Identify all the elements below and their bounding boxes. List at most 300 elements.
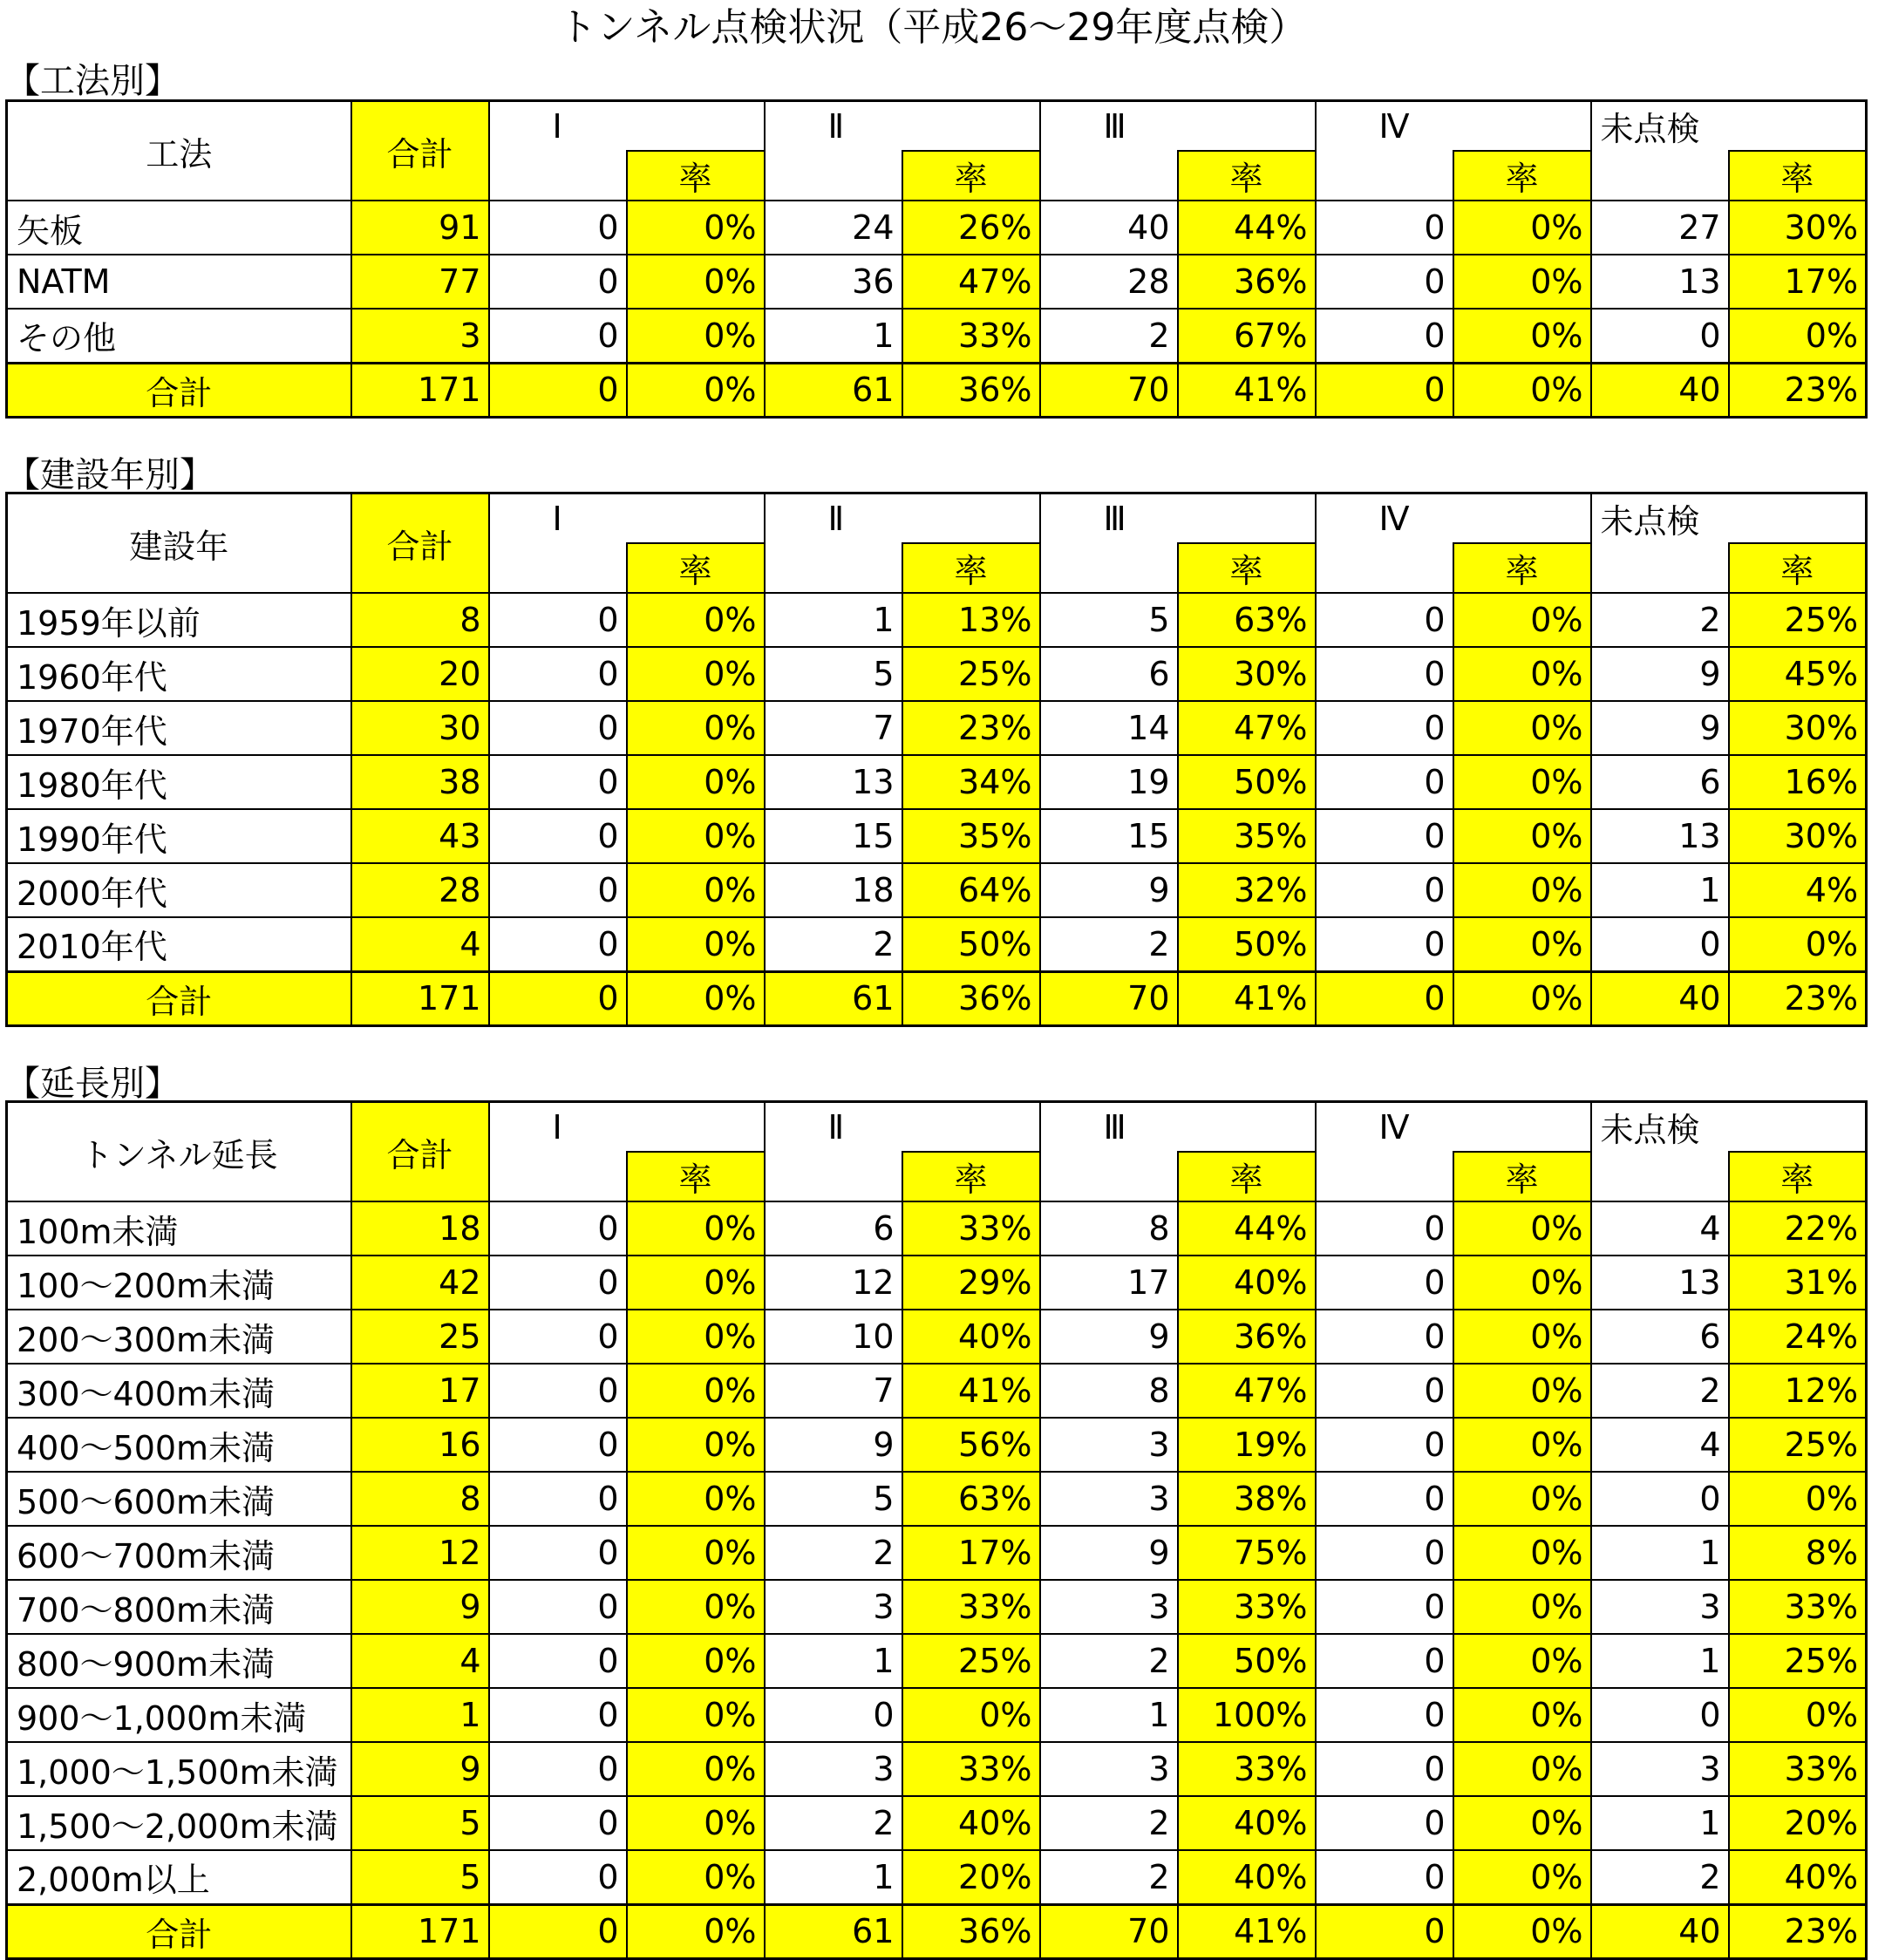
count-cell: 0 — [1316, 201, 1453, 255]
count-cell: 1 — [765, 1850, 902, 1904]
count-cell: 12 — [765, 1256, 902, 1310]
rate-header-cell: 率 — [627, 151, 765, 201]
group-header-cell: Ⅱ — [765, 1102, 1040, 1153]
rate-cell: 23% — [1729, 971, 1867, 1025]
rate-cell: 23% — [902, 701, 1040, 755]
count-cell: 0 — [1316, 1201, 1453, 1256]
count-cell: 0 — [489, 1850, 627, 1904]
rate-cell: 0% — [1453, 755, 1591, 809]
total-header-cell: 合計 — [351, 1102, 489, 1202]
rate-cell: 40% — [1729, 1850, 1867, 1904]
rate-cell: 0% — [1453, 1256, 1591, 1310]
rate-cell: 25% — [1729, 1418, 1867, 1472]
blank-header-cell — [765, 151, 902, 201]
rate-header-cell: 率 — [627, 1152, 765, 1201]
count-cell: 0 — [489, 701, 627, 755]
table-row — [7, 1418, 1867, 1472]
rate-cell: 0% — [1453, 647, 1591, 701]
count-cell: 0 — [489, 201, 627, 255]
rate-cell: 32% — [1178, 863, 1316, 917]
blank-header-cell — [1040, 151, 1178, 201]
count-cell: 4 — [1591, 1418, 1729, 1472]
rate-cell: 0% — [1453, 1796, 1591, 1850]
count-cell: 0 — [489, 363, 627, 417]
count-cell: 0 — [489, 1418, 627, 1472]
rate-cell: 0% — [627, 255, 765, 309]
count-cell: 0 — [1316, 1850, 1453, 1904]
rate-cell: 0% — [627, 1742, 765, 1796]
count-cell: 3 — [1040, 1742, 1178, 1796]
total-cell: 91 — [351, 201, 489, 255]
rate-cell: 35% — [1178, 809, 1316, 863]
rate-cell: 0% — [1453, 1580, 1591, 1634]
count-cell: 28 — [1040, 255, 1178, 309]
count-cell: 13 — [765, 755, 902, 809]
rate-cell: 0% — [627, 1418, 765, 1472]
count-cell: 0 — [489, 1310, 627, 1364]
rate-cell: 44% — [1178, 1201, 1316, 1256]
count-cell: 0 — [1591, 1688, 1729, 1742]
rate-cell: 0% — [1729, 1472, 1867, 1526]
count-cell: 8 — [1040, 1364, 1178, 1418]
group-header-cell: 未点検 — [1591, 1102, 1867, 1153]
rate-header-cell: 率 — [902, 543, 1040, 593]
rate-cell: 30% — [1729, 201, 1867, 255]
rate-cell: 33% — [1178, 1580, 1316, 1634]
total-cell: 3 — [351, 309, 489, 363]
table-row — [7, 1850, 1867, 1904]
count-cell: 3 — [765, 1580, 902, 1634]
data-table — [5, 492, 1868, 1027]
table-row — [7, 1310, 1867, 1364]
rate-cell: 0% — [627, 971, 765, 1025]
rate-cell: 40% — [1178, 1796, 1316, 1850]
count-cell: 40 — [1591, 363, 1729, 417]
count-cell: 0 — [765, 1688, 902, 1742]
blank-header-cell — [1316, 1152, 1453, 1201]
group-header-cell: Ⅱ — [765, 101, 1040, 152]
row-header-cell: 工法 — [7, 101, 351, 201]
rate-cell: 50% — [1178, 917, 1316, 971]
rate-cell: 0% — [1453, 593, 1591, 647]
count-cell: 0 — [1316, 255, 1453, 309]
count-cell: 0 — [1316, 1904, 1453, 1958]
rate-cell: 0% — [627, 1201, 765, 1256]
count-cell: 70 — [1040, 363, 1178, 417]
count-cell: 0 — [1316, 917, 1453, 971]
table-row — [7, 255, 1867, 309]
count-cell: 3 — [1040, 1472, 1178, 1526]
rate-cell: 0% — [1453, 1850, 1591, 1904]
rate-cell: 17% — [902, 1526, 1040, 1580]
count-cell: 0 — [489, 1904, 627, 1958]
row-label: 1970年代 — [7, 701, 351, 755]
count-cell: 40 — [1591, 971, 1729, 1025]
rate-cell: 33% — [1729, 1742, 1867, 1796]
rate-cell: 0% — [627, 1796, 765, 1850]
total-cell: 171 — [351, 971, 489, 1025]
rate-header-cell: 率 — [1178, 543, 1316, 593]
blank-header-cell — [765, 543, 902, 593]
total-cell: 9 — [351, 1580, 489, 1634]
rate-cell: 0% — [627, 1850, 765, 1904]
group-header-cell: 未点検 — [1591, 101, 1867, 152]
count-cell: 0 — [1316, 1256, 1453, 1310]
rate-cell: 0% — [1453, 1742, 1591, 1796]
rate-cell: 0% — [1729, 917, 1867, 971]
count-cell: 15 — [1040, 809, 1178, 863]
rate-header-cell: 率 — [1453, 1152, 1591, 1201]
rate-cell: 0% — [1453, 1364, 1591, 1418]
rate-cell: 36% — [1178, 1310, 1316, 1364]
blank-header-cell — [1040, 543, 1178, 593]
total-cell: 77 — [351, 255, 489, 309]
count-cell: 2 — [1040, 1796, 1178, 1850]
rate-cell: 30% — [1178, 647, 1316, 701]
count-cell: 0 — [489, 1688, 627, 1742]
count-cell: 10 — [765, 1310, 902, 1364]
count-cell: 70 — [1040, 971, 1178, 1025]
count-cell: 13 — [1591, 1256, 1729, 1310]
rate-cell: 36% — [902, 363, 1040, 417]
total-cell: 4 — [351, 917, 489, 971]
count-cell: 9 — [1040, 1310, 1178, 1364]
section-label: 【延長別】 — [5, 1064, 180, 1104]
rate-cell: 8% — [1729, 1526, 1867, 1580]
rate-cell: 50% — [902, 917, 1040, 971]
count-cell: 0 — [1316, 701, 1453, 755]
blank-header-cell — [1040, 1152, 1178, 1201]
rate-cell: 0% — [627, 701, 765, 755]
row-label: 700～800m未満 — [7, 1580, 351, 1634]
rate-cell: 16% — [1729, 755, 1867, 809]
count-cell: 0 — [489, 593, 627, 647]
count-cell: 0 — [1316, 1688, 1453, 1742]
rate-cell: 26% — [902, 201, 1040, 255]
rate-cell: 17% — [1729, 255, 1867, 309]
rate-cell: 64% — [902, 863, 1040, 917]
rate-header-cell: 率 — [1453, 151, 1591, 201]
row-label: 400～500m未満 — [7, 1418, 351, 1472]
rate-cell: 33% — [1729, 1580, 1867, 1634]
total-row — [7, 971, 1867, 1025]
rate-cell: 40% — [902, 1310, 1040, 1364]
count-cell: 8 — [1040, 1201, 1178, 1256]
rate-cell: 0% — [627, 1634, 765, 1688]
total-cell: 28 — [351, 863, 489, 917]
rate-cell: 0% — [627, 1364, 765, 1418]
row-label: 合計 — [7, 971, 351, 1025]
row-label: 1,000～1,500m未満 — [7, 1742, 351, 1796]
count-cell: 0 — [1316, 1796, 1453, 1850]
rate-cell: 67% — [1178, 309, 1316, 363]
rate-cell: 25% — [902, 1634, 1040, 1688]
blank-header-cell — [1591, 151, 1729, 201]
total-header-cell: 合計 — [351, 101, 489, 201]
group-header-cell: Ⅰ — [489, 493, 765, 544]
table-row — [7, 647, 1867, 701]
group-header-cell: Ⅳ — [1316, 1102, 1591, 1153]
row-label: 合計 — [7, 363, 351, 417]
rate-cell: 50% — [1178, 1634, 1316, 1688]
total-cell: 30 — [351, 701, 489, 755]
rate-cell: 44% — [1178, 201, 1316, 255]
group-header-cell: Ⅰ — [489, 101, 765, 152]
rate-cell: 0% — [627, 917, 765, 971]
count-cell: 13 — [1591, 809, 1729, 863]
group-header-cell: Ⅲ — [1040, 1102, 1316, 1153]
count-cell: 9 — [1040, 1526, 1178, 1580]
table-row — [7, 201, 1867, 255]
count-cell: 7 — [765, 701, 902, 755]
count-cell: 2 — [1040, 309, 1178, 363]
rate-cell: 40% — [902, 1796, 1040, 1850]
rate-cell: 4% — [1729, 863, 1867, 917]
blank-header-cell — [765, 1152, 902, 1201]
section-label: 【建設年別】 — [5, 455, 214, 495]
count-cell: 70 — [1040, 1904, 1178, 1958]
count-cell: 0 — [1316, 1526, 1453, 1580]
count-cell: 18 — [765, 863, 902, 917]
count-cell: 3 — [765, 1742, 902, 1796]
rate-cell: 0% — [1453, 863, 1591, 917]
count-cell: 5 — [765, 647, 902, 701]
row-label: 500～600m未満 — [7, 1472, 351, 1526]
rate-cell: 25% — [1729, 593, 1867, 647]
count-cell: 0 — [489, 917, 627, 971]
total-cell: 5 — [351, 1796, 489, 1850]
rate-cell: 0% — [627, 863, 765, 917]
data-table — [5, 1100, 1868, 1960]
rate-cell: 29% — [902, 1256, 1040, 1310]
table-row — [7, 1256, 1867, 1310]
rate-cell: 36% — [902, 1904, 1040, 1958]
rate-cell: 34% — [902, 755, 1040, 809]
count-cell: 0 — [1316, 1472, 1453, 1526]
count-cell: 0 — [489, 863, 627, 917]
count-cell: 5 — [765, 1472, 902, 1526]
row-label: 合計 — [7, 1904, 351, 1958]
rate-cell: 50% — [1178, 755, 1316, 809]
count-cell: 0 — [489, 1580, 627, 1634]
rate-cell: 0% — [627, 647, 765, 701]
total-cell: 1 — [351, 1688, 489, 1742]
count-cell: 5 — [1040, 593, 1178, 647]
count-cell: 0 — [1316, 809, 1453, 863]
rate-cell: 25% — [902, 647, 1040, 701]
table-row — [7, 1526, 1867, 1580]
group-header-cell: Ⅰ — [489, 1102, 765, 1153]
count-cell: 0 — [489, 647, 627, 701]
rate-header-cell: 率 — [1178, 151, 1316, 201]
count-cell: 9 — [1040, 863, 1178, 917]
rate-cell: 13% — [902, 593, 1040, 647]
row-label: 1959年以前 — [7, 593, 351, 647]
table-row — [7, 1472, 1867, 1526]
rate-header-cell: 率 — [902, 1152, 1040, 1201]
rate-cell: 0% — [1453, 255, 1591, 309]
row-label: 300～400m未満 — [7, 1364, 351, 1418]
rate-cell: 33% — [902, 1742, 1040, 1796]
rate-header-cell: 率 — [902, 151, 1040, 201]
blank-header-cell — [1591, 543, 1729, 593]
table-row — [7, 1634, 1867, 1688]
rate-cell: 0% — [1453, 1526, 1591, 1580]
total-header-cell: 合計 — [351, 493, 489, 594]
count-cell: 17 — [1040, 1256, 1178, 1310]
total-cell: 4 — [351, 1634, 489, 1688]
count-cell: 0 — [1316, 971, 1453, 1025]
row-label: 100m未満 — [7, 1201, 351, 1256]
rate-cell: 30% — [1729, 809, 1867, 863]
blank-header-cell — [489, 1152, 627, 1201]
rate-cell: 0% — [627, 1472, 765, 1526]
rate-cell: 0% — [1453, 1310, 1591, 1364]
count-cell: 1 — [765, 1634, 902, 1688]
count-cell: 61 — [765, 363, 902, 417]
count-cell: 61 — [765, 1904, 902, 1958]
blank-header-cell — [1316, 543, 1453, 593]
group-header-cell: Ⅳ — [1316, 493, 1591, 544]
count-cell: 0 — [489, 1634, 627, 1688]
group-header-cell: Ⅲ — [1040, 101, 1316, 152]
count-cell: 6 — [1591, 1310, 1729, 1364]
rate-cell: 0% — [1453, 1634, 1591, 1688]
rate-cell: 33% — [1178, 1742, 1316, 1796]
rate-cell: 35% — [902, 809, 1040, 863]
rate-cell: 40% — [1178, 1850, 1316, 1904]
rate-cell: 20% — [1729, 1796, 1867, 1850]
rate-cell: 0% — [1729, 1688, 1867, 1742]
rate-cell: 0% — [627, 1688, 765, 1742]
rate-cell: 47% — [1178, 1364, 1316, 1418]
count-cell: 0 — [489, 309, 627, 363]
rate-cell: 0% — [1453, 1688, 1591, 1742]
rate-cell: 36% — [902, 971, 1040, 1025]
rate-cell: 0% — [1453, 1472, 1591, 1526]
rate-cell: 40% — [1178, 1256, 1316, 1310]
rate-cell: 0% — [627, 309, 765, 363]
total-cell: 8 — [351, 1472, 489, 1526]
total-cell: 171 — [351, 363, 489, 417]
count-cell: 1 — [1040, 1688, 1178, 1742]
count-cell: 0 — [489, 1526, 627, 1580]
table-row — [7, 755, 1867, 809]
count-cell: 0 — [489, 1201, 627, 1256]
rate-cell: 0% — [627, 1904, 765, 1958]
row-label: 2000年代 — [7, 863, 351, 917]
total-cell: 12 — [351, 1526, 489, 1580]
rate-header-cell: 率 — [1453, 543, 1591, 593]
count-cell: 2 — [1040, 1850, 1178, 1904]
rate-cell: 41% — [1178, 363, 1316, 417]
count-cell: 2 — [1591, 593, 1729, 647]
row-label: 100～200m未満 — [7, 1256, 351, 1310]
count-cell: 0 — [489, 1742, 627, 1796]
count-cell: 6 — [1040, 647, 1178, 701]
rate-cell: 19% — [1178, 1418, 1316, 1472]
count-cell: 0 — [489, 1256, 627, 1310]
rate-cell: 0% — [627, 1310, 765, 1364]
row-label: 900～1,000m未満 — [7, 1688, 351, 1742]
rate-cell: 41% — [1178, 971, 1316, 1025]
count-cell: 0 — [1316, 647, 1453, 701]
count-cell: 1 — [765, 593, 902, 647]
total-cell: 8 — [351, 593, 489, 647]
table-row — [7, 1364, 1867, 1418]
group-header-cell: 未点検 — [1591, 493, 1867, 544]
rate-cell: 0% — [1729, 309, 1867, 363]
blank-header-cell — [489, 543, 627, 593]
rate-cell: 45% — [1729, 647, 1867, 701]
rate-cell: 75% — [1178, 1526, 1316, 1580]
count-cell: 0 — [1316, 1310, 1453, 1364]
count-cell: 0 — [1316, 1580, 1453, 1634]
count-cell: 2 — [1591, 1850, 1729, 1904]
count-cell: 0 — [489, 1796, 627, 1850]
table-row — [7, 1688, 1867, 1742]
count-cell: 2 — [765, 917, 902, 971]
count-cell: 0 — [1591, 1472, 1729, 1526]
count-cell: 0 — [489, 971, 627, 1025]
count-cell: 2 — [765, 1526, 902, 1580]
count-cell: 2 — [1040, 1634, 1178, 1688]
rate-cell: 23% — [1729, 1904, 1867, 1958]
table-row — [7, 1796, 1867, 1850]
count-cell: 0 — [489, 755, 627, 809]
rate-cell: 0% — [627, 201, 765, 255]
count-cell: 2 — [1591, 1364, 1729, 1418]
rate-cell: 23% — [1729, 363, 1867, 417]
count-cell: 0 — [489, 255, 627, 309]
rate-cell: 0% — [1453, 701, 1591, 755]
count-cell: 9 — [765, 1418, 902, 1472]
table-row — [7, 1201, 1867, 1256]
count-cell: 3 — [1591, 1580, 1729, 1634]
rate-cell: 0% — [1453, 917, 1591, 971]
count-cell: 2 — [765, 1796, 902, 1850]
rate-cell: 0% — [627, 755, 765, 809]
rate-cell: 100% — [1178, 1688, 1316, 1742]
section-label: 【工法別】 — [5, 61, 180, 101]
rate-cell: 25% — [1729, 1634, 1867, 1688]
count-cell: 9 — [1591, 701, 1729, 755]
count-cell: 40 — [1040, 201, 1178, 255]
count-cell: 19 — [1040, 755, 1178, 809]
rate-cell: 38% — [1178, 1472, 1316, 1526]
table-row — [7, 309, 1867, 363]
count-cell: 0 — [1316, 1364, 1453, 1418]
count-cell: 0 — [1316, 1742, 1453, 1796]
total-cell: 25 — [351, 1310, 489, 1364]
total-cell: 38 — [351, 755, 489, 809]
row-label: 200～300m未満 — [7, 1310, 351, 1364]
rate-cell: 20% — [902, 1850, 1040, 1904]
count-cell: 0 — [1316, 863, 1453, 917]
total-cell: 18 — [351, 1201, 489, 1256]
rate-cell: 47% — [1178, 701, 1316, 755]
total-cell: 5 — [351, 1850, 489, 1904]
rate-header-cell: 率 — [1729, 543, 1867, 593]
total-cell: 42 — [351, 1256, 489, 1310]
rate-cell: 63% — [902, 1472, 1040, 1526]
row-label: NATM — [7, 255, 351, 309]
count-cell: 3 — [1040, 1580, 1178, 1634]
count-cell: 1 — [1591, 863, 1729, 917]
rate-cell: 0% — [1453, 809, 1591, 863]
rate-cell: 0% — [1453, 363, 1591, 417]
row-label: 1980年代 — [7, 755, 351, 809]
